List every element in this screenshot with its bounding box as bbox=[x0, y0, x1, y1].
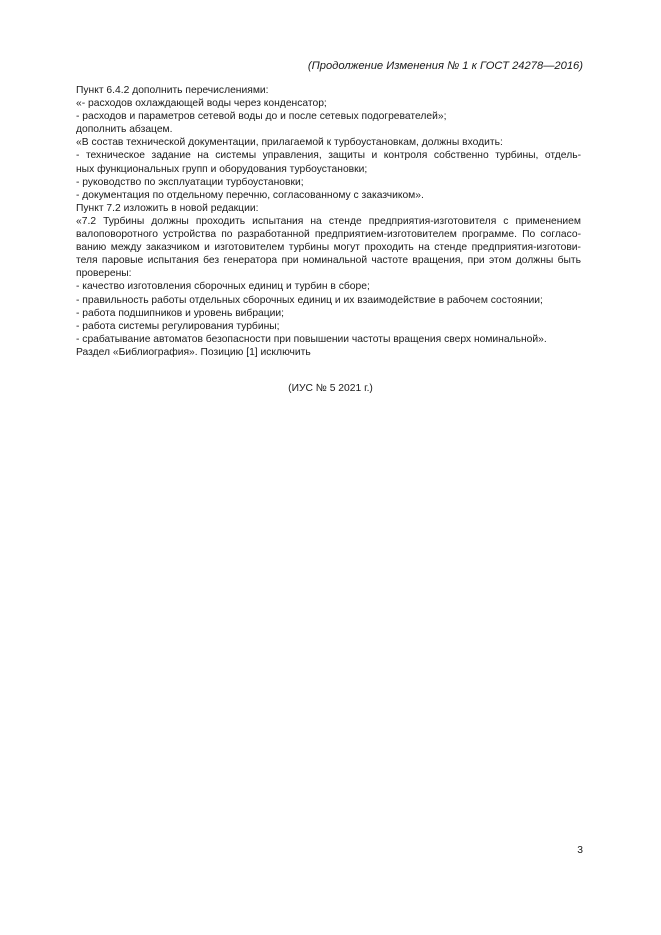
text-line: валоповоротного устройства по разработанной предприятием-изготовителем программе. По согласо- bbox=[76, 229, 581, 241]
text-line: дополнить абзацем. bbox=[76, 124, 173, 136]
text-line: - расходов и параметров сетевой воды до и после сетевых подогревателей»; bbox=[76, 111, 447, 123]
text-line: - документация по отдельному перечню, согласованному с заказчиком». bbox=[76, 189, 424, 201]
text-line: ных функциональных групп и оборудования турбоустановки; bbox=[76, 163, 368, 175]
continuation-header: (Продолжение Изменения № 1 к ГОСТ 24278—2016) bbox=[307, 60, 583, 72]
text-line: - срабатывание автоматов безопасности при повышении частоты вращения сверх номинальной». bbox=[76, 333, 547, 345]
text-line: Пункт 7.2 изложить в новой редакции: bbox=[76, 202, 259, 214]
text-line: теля паровые испытания без генератора при номинальной частоте вращения, при этом должны быть bbox=[76, 255, 581, 267]
text-line: «В состав технической документации, прилагаемой к турбоустановкам, должны входить: bbox=[76, 137, 503, 149]
text-line: - работа подшипников и уровень вибрации; bbox=[76, 307, 285, 319]
text-line: проверены: bbox=[76, 268, 132, 280]
text-line: Пункт 6.4.2 дополнить перечислениями: bbox=[76, 85, 269, 96]
text-line: - техническое задание на системы управления, защиты и контроля собственно турбины, отдель- bbox=[76, 150, 581, 162]
text-line: - работа системы регулирования турбины; bbox=[76, 320, 280, 332]
page-number: 3 bbox=[577, 845, 583, 856]
ius-note-text: (ИУС № 5 2021 г.) bbox=[288, 383, 373, 394]
text-line: - правильность работы отдельных сборочных единиц и их взаимодействие в рабочем состоянии; bbox=[76, 294, 543, 306]
text-line: - руководство по эксплуатации турбоустановки; bbox=[76, 176, 304, 188]
text-line: ванию между заказчиком и изготовителем турбины могут проходить на стенде предприятия-изготови- bbox=[76, 242, 581, 254]
text-line: Раздел «Библиография». Позицию [1] исключить bbox=[76, 346, 311, 358]
text-line: «- расходов охлаждающей воды через конденсатор; bbox=[76, 98, 327, 110]
amendment-text bbox=[76, 84, 581, 359]
ius-note bbox=[0, 383, 661, 394]
text-line: «7.2 Турбины должны проходить испытания на стенде предприятия-изготовителя с применением bbox=[76, 215, 581, 227]
text-line: - качество изготовления сборочных единиц и турбин в сборе; bbox=[76, 281, 370, 293]
